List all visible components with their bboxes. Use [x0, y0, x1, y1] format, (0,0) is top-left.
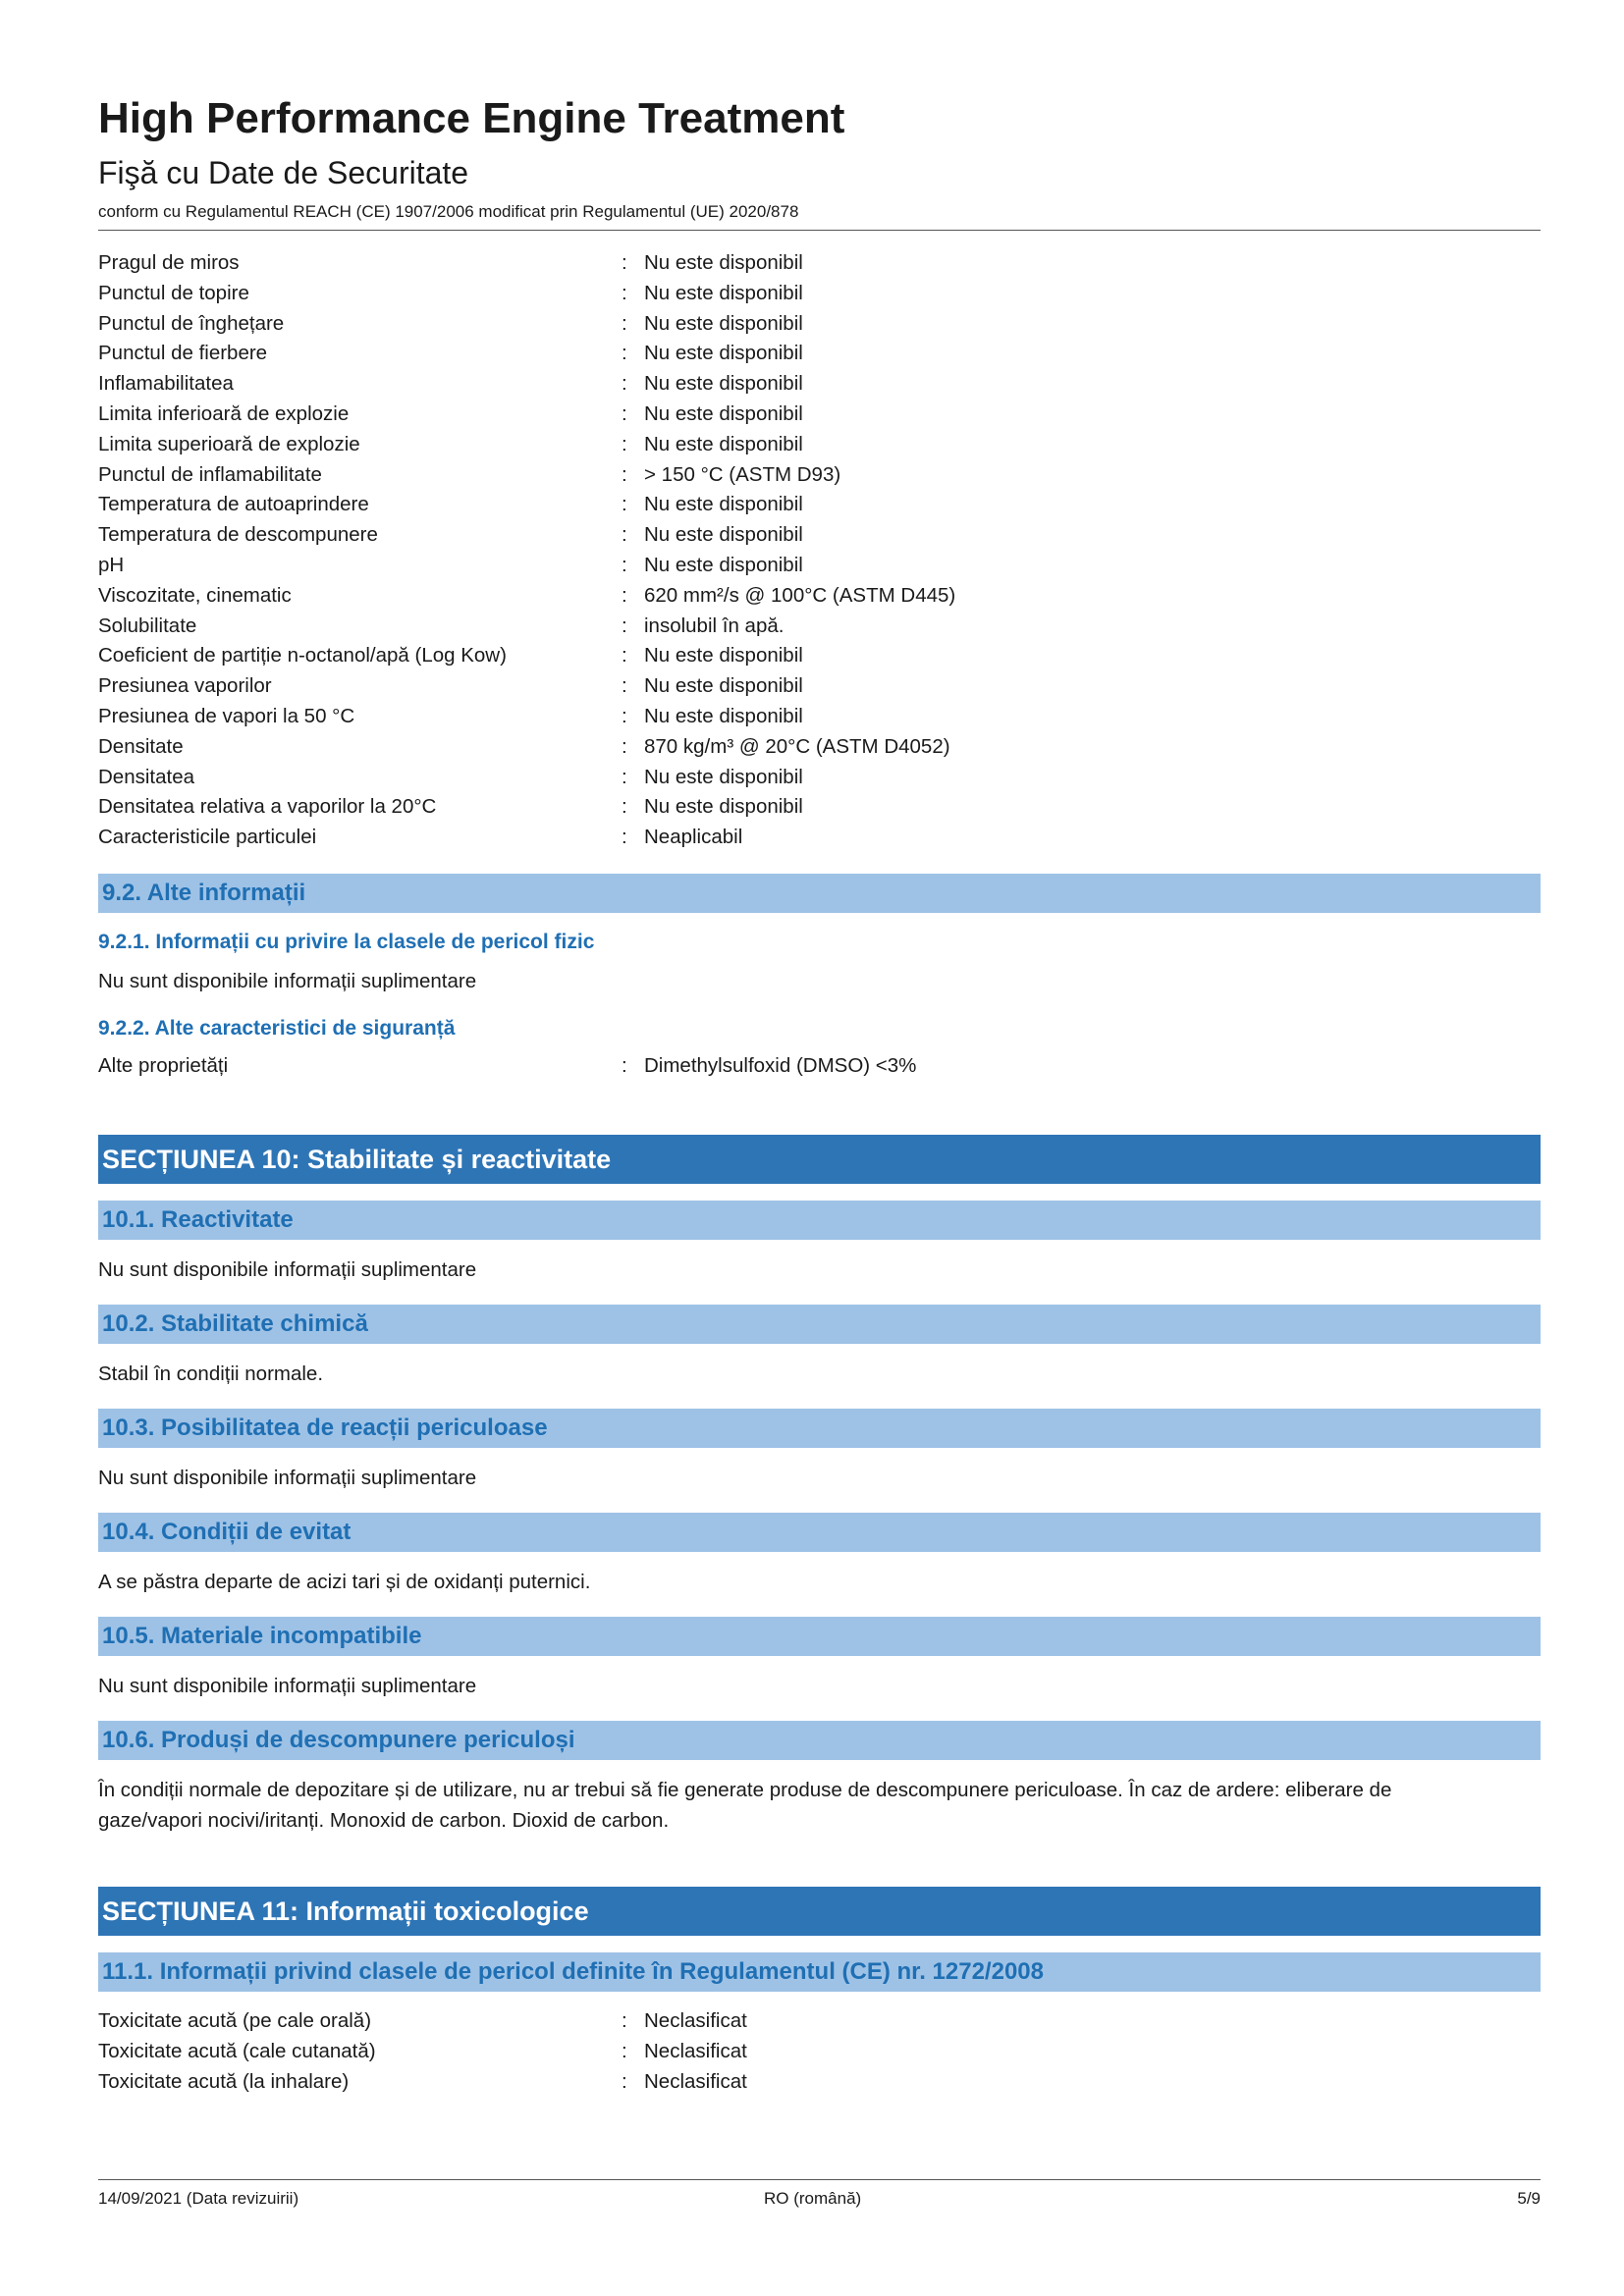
property-value: Nu este disponibil	[644, 674, 803, 698]
property-label: Toxicitate acută (cale cutanată)	[98, 2039, 376, 2062]
section-10-6-text-line-1: În condiții normale de depozitare și de utilizare, nu ar trebui să fie generate produse de descompunere periculoase. În caz de ardere: eliberare de	[98, 1779, 1392, 1801]
property-row	[98, 339, 1541, 369]
separator: :	[622, 2009, 627, 2032]
separator: :	[622, 372, 627, 396]
property-value: Neclasificat	[644, 2009, 747, 2032]
property-row	[98, 763, 1541, 793]
section-10-4-header	[98, 1513, 1541, 1552]
property-label: Alte proprietăți	[98, 1054, 229, 1077]
section-10-3-header	[98, 1409, 1541, 1448]
property-label: Pragul de miros	[98, 251, 240, 274]
property-row	[98, 369, 1541, 400]
section-10-6-header	[98, 1721, 1541, 1760]
separator: :	[622, 432, 627, 455]
separator: :	[622, 734, 627, 758]
property-value: Nu este disponibil	[644, 251, 803, 274]
property-row	[98, 2006, 1541, 2037]
property-label: Toxicitate acută (pe cale orală)	[98, 2009, 372, 2032]
property-row	[98, 430, 1541, 460]
section-10-3-text: Nu sunt disponibile informații suplimentare	[98, 1467, 477, 1489]
section-heading: 10.4. Condiții de evitat	[102, 1519, 352, 1545]
property-label: Densitatea relativa a vaporilor la 20°C	[98, 795, 437, 819]
separator: :	[622, 493, 627, 516]
property-label: Punctul de inflamabilitate	[98, 462, 322, 486]
property-value: Nu este disponibil	[644, 432, 803, 455]
property-value: 620 mm²/s @ 100°C (ASTM D445)	[644, 583, 956, 607]
property-row	[98, 520, 1541, 551]
footer-divider	[98, 2179, 1541, 2180]
property-label: Punctul de fierbere	[98, 342, 268, 365]
separator: :	[622, 2039, 627, 2062]
property-value: Neaplicabil	[644, 826, 743, 849]
section-10-6-text-line-2: gaze/vapori nocivi/iritanți. Monoxid de carbon. Dioxid de carbon.	[98, 1809, 670, 1832]
property-row	[98, 671, 1541, 702]
separator: :	[622, 583, 627, 607]
property-value: Nu este disponibil	[644, 342, 803, 365]
separator: :	[622, 462, 627, 486]
separator: :	[622, 674, 627, 698]
section-title: SECȚIUNEA 11: Informații toxicologice	[102, 1896, 589, 1926]
separator: :	[622, 1054, 627, 1077]
section-10-4-text: A se păstra departe de acizi tari și de oxidanți puternici.	[98, 1571, 591, 1593]
property-label: Punctul de înghețare	[98, 311, 285, 335]
section-10-1-text: Nu sunt disponibile informații suplimentare	[98, 1258, 477, 1281]
footer-page-number: 5/9	[1517, 2189, 1541, 2208]
property-row	[98, 551, 1541, 581]
property-value: Dimethylsulfoxid (DMSO) <3%	[644, 1054, 917, 1077]
property-row	[98, 2037, 1541, 2067]
section-9-2-header	[98, 874, 1541, 913]
property-value: Nu este disponibil	[644, 523, 803, 547]
separator: :	[622, 2069, 627, 2093]
separator: :	[622, 401, 627, 425]
property-label: Presiunea de vapori la 50 °C	[98, 704, 355, 727]
property-row	[98, 641, 1541, 671]
separator: :	[622, 281, 627, 304]
separator: :	[622, 523, 627, 547]
property-value: Nu este disponibil	[644, 553, 803, 576]
property-value: > 150 °C (ASTM D93)	[644, 462, 841, 486]
section-11-1-header	[98, 1952, 1541, 1992]
property-row	[98, 309, 1541, 340]
property-row	[98, 612, 1541, 642]
section-heading: 10.6. Produși de descompunere periculoși	[102, 1727, 575, 1753]
property-row	[98, 1051, 1541, 1082]
subsection-9-2-2-heading: 9.2.2. Alte caracteristici de siguranță	[98, 1017, 456, 1040]
other-properties-table	[98, 1051, 1541, 1082]
section-heading: 9.2. Alte informații	[102, 880, 306, 906]
section-heading: 10.1. Reactivitate	[102, 1206, 294, 1233]
property-row	[98, 823, 1541, 853]
section-10-5-text: Nu sunt disponibile informații suplimentare	[98, 1675, 477, 1697]
property-value: Neclasificat	[644, 2069, 747, 2093]
property-label: Coeficient de partiție n-octanol/apă (Log Kow)	[98, 644, 507, 667]
property-row	[98, 400, 1541, 430]
property-value: 870 kg/m³ @ 20°C (ASTM D4052)	[644, 734, 950, 758]
property-value: Nu este disponibil	[644, 311, 803, 335]
section-heading: 10.3. Posibilitatea de reacții periculoase	[102, 1415, 548, 1441]
property-row	[98, 792, 1541, 823]
property-row	[98, 279, 1541, 309]
property-label: Limita superioară de explozie	[98, 432, 360, 455]
section-10-5-header	[98, 1617, 1541, 1656]
separator: :	[622, 795, 627, 819]
property-value: Nu este disponibil	[644, 765, 803, 788]
separator: :	[622, 614, 627, 637]
property-row	[98, 2067, 1541, 2098]
property-label: Punctul de topire	[98, 281, 249, 304]
section-11-header	[98, 1887, 1541, 1936]
property-label: Densitate	[98, 734, 184, 758]
separator: :	[622, 826, 627, 849]
section-heading: 11.1. Informații privind clasele de pericol definite în Regulamentul (CE) nr. 1272/2008	[102, 1958, 1044, 1985]
property-row	[98, 732, 1541, 763]
property-label: Presiunea vaporilor	[98, 674, 272, 698]
property-label: Viscozitate, cinematic	[98, 583, 292, 607]
separator: :	[622, 251, 627, 274]
property-value: Nu este disponibil	[644, 644, 803, 667]
property-value: Nu este disponibil	[644, 281, 803, 304]
property-row	[98, 581, 1541, 612]
property-value: Nu este disponibil	[644, 704, 803, 727]
property-label: Solubilitate	[98, 614, 197, 637]
separator: :	[622, 644, 627, 667]
property-row	[98, 248, 1541, 279]
property-row	[98, 490, 1541, 520]
property-value: insolubil în apă.	[644, 614, 785, 637]
property-label: Temperatura de autoaprindere	[98, 493, 369, 516]
properties-table	[98, 248, 1541, 853]
subsection-9-2-1-text: Nu sunt disponibile informații suplimentare	[98, 970, 477, 992]
footer-language: RO (română)	[764, 2189, 862, 2208]
section-10-2-text: Stabil în condiții normale.	[98, 1362, 324, 1385]
property-value: Nu este disponibil	[644, 401, 803, 425]
section-10-2-header	[98, 1305, 1541, 1344]
property-label: Densitatea	[98, 765, 195, 788]
section-10-1-header	[98, 1201, 1541, 1240]
section-title: SECȚIUNEA 10: Stabilitate și reactivitate	[102, 1145, 612, 1174]
separator: :	[622, 311, 627, 335]
section-heading: 10.5. Materiale incompatibile	[102, 1623, 422, 1649]
separator: :	[622, 765, 627, 788]
property-label: Limita inferioară de explozie	[98, 401, 350, 425]
header-divider	[98, 230, 1541, 231]
separator: :	[622, 704, 627, 727]
property-value: Nu este disponibil	[644, 795, 803, 819]
subsection-9-2-1-heading: 9.2.1. Informații cu privire la clasele de pericol fizic	[98, 931, 595, 953]
separator: :	[622, 553, 627, 576]
regulation-line: conform cu Regulamentul REACH (CE) 1907/2006 modificat prin Regulamentul (UE) 2020/878	[98, 202, 799, 221]
property-value: Nu este disponibil	[644, 372, 803, 396]
property-value: Nu este disponibil	[644, 493, 803, 516]
property-label: Toxicitate acută (la inhalare)	[98, 2069, 350, 2093]
property-label: pH	[98, 553, 125, 576]
property-row	[98, 460, 1541, 491]
property-label: Inflamabilitatea	[98, 372, 234, 396]
section-heading: 10.2. Stabilitate chimică	[102, 1310, 368, 1337]
property-label: Caracteristicile particulei	[98, 826, 317, 849]
separator: :	[622, 342, 627, 365]
section-10-header	[98, 1135, 1541, 1184]
property-row	[98, 702, 1541, 732]
footer-revision-date: 14/09/2021 (Data revizuirii)	[98, 2189, 299, 2208]
document-title: High Performance Engine Treatment	[98, 94, 845, 142]
document-subtitle: Fişă cu Date de Securitate	[98, 155, 469, 190]
property-label: Temperatura de descompunere	[98, 523, 378, 547]
toxicity-table	[98, 2006, 1541, 2097]
property-value: Neclasificat	[644, 2039, 747, 2062]
